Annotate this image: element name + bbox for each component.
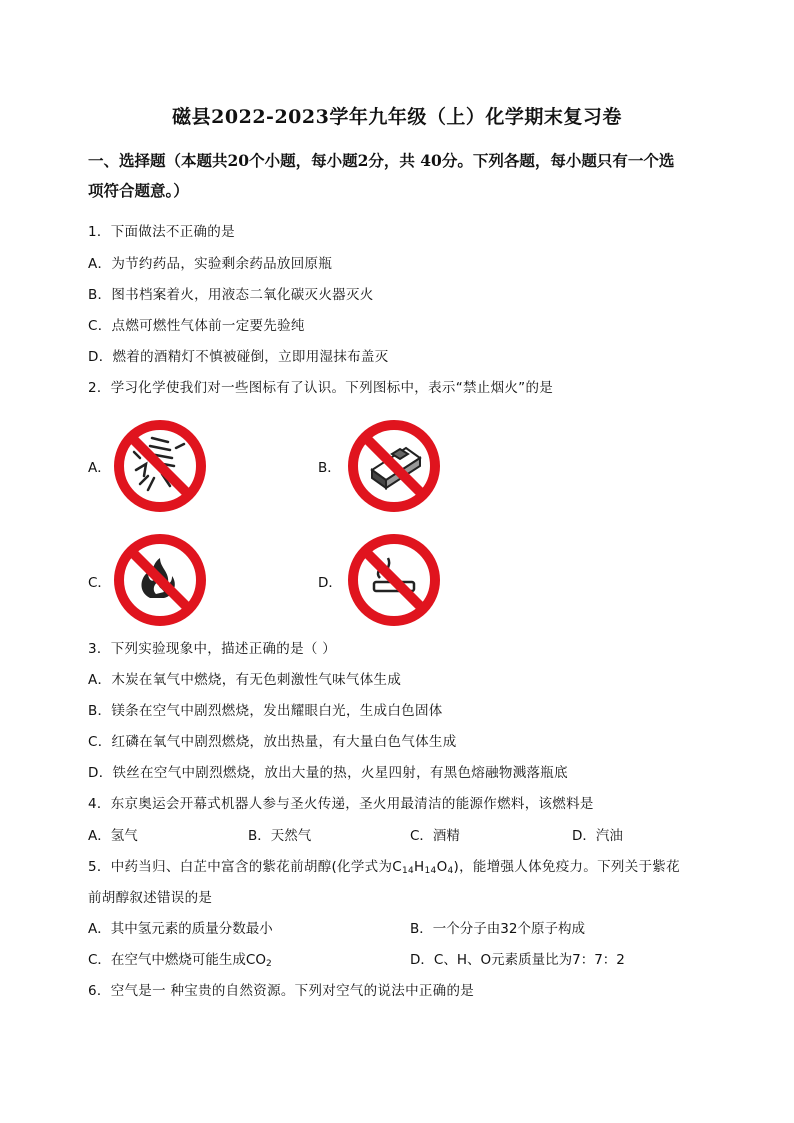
q2-stem: 2．学习化学使我们对一些图标有了认识。下列图标中，表示“禁止烟火”的是 (88, 380, 554, 396)
q3-option-a: A．木炭在氧气中燃烧，有无色刺激性气味气体生成 (88, 672, 402, 688)
section-heading-line-2: 项符合题意。） (88, 181, 189, 200)
q4-option-d: D．汽油 (572, 828, 623, 844)
q4-option-c: C．酒精 (410, 828, 460, 844)
q2-option-a-label: A． (88, 460, 111, 476)
q4-stem: 4．东京奥运会开幕式机器人参与圣火传递，圣火用最清洁的能源作燃料，该燃料是 (88, 796, 594, 812)
q2-option-d-label: D． (318, 575, 342, 591)
no-smoking-sign-icon (344, 532, 444, 628)
q1-stem: 1．下面做法不正确的是 (88, 224, 235, 240)
no-matches-sign-icon (344, 418, 444, 514)
q6-stem: 6．空气是一 种宝贵的自然资源。下列对空气的说法中正确的是 (88, 983, 475, 999)
q3-option-c: C．红磷在氧气中剧烈燃烧，放出热量，有大量白色气体生成 (88, 734, 457, 750)
q3-option-b: B．镁条在空气中剧烈燃烧，发出耀眼白光，生成白色固体 (88, 703, 443, 719)
q2-option-c-label: C． (88, 575, 111, 591)
section-heading-line-1: 一、选择题（本题共20个小题，每小题2分，共 40分。下列各题，每小题只有一个选 (88, 151, 675, 170)
q2-option-b-label: B． (318, 460, 341, 476)
q5-stem-line-2: 前胡醇叙述错误的是 (88, 890, 213, 906)
q4-option-b: B．天然气 (248, 828, 312, 844)
q3-stem: 3．下列实验现象中，描述正确的是（ ） (88, 641, 337, 657)
q5-option-c: C．在空气中燃烧可能生成$CO_2$ (88, 952, 272, 969)
no-open-flame-sign-icon (110, 532, 210, 628)
q1-option-b: B．图书档案着火，用液态二氧化碳灭火器灭火 (88, 287, 374, 303)
q1-option-d: D．燃着的酒精灯不慎被碰倒，立即用湿抹布盖灭 (88, 349, 389, 365)
q5-option-b: B．一个分子由32个原子构成 (410, 921, 585, 937)
q1-option-a: A．为节约药品，实验剩余药品放回原瓶 (88, 256, 333, 272)
q5-stem-line-1: 5．中药当归、白芷中富含的紫花前胡醇(化学式为$C_{14}H_{14}O_4$)，能增强人体免疫力。下列关于紫花 (88, 859, 680, 876)
q4-option-a: A．氢气 (88, 828, 138, 844)
page-title: 磁县2022-2023学年九年级（上）化学期末复习卷 (172, 106, 622, 128)
q1-option-c: C．点燃可燃性气体前一定要先验纯 (88, 318, 305, 334)
q3-option-d: D．铁丝在空气中剧烈燃烧，放出大量的热，火星四射，有黑色熔融物溅落瓶底 (88, 765, 568, 781)
q5-option-d: D．C、H、O元素质量比为7：7：2 (410, 952, 625, 968)
q5-option-a: A．其中氢元素的质量分数最小 (88, 921, 273, 937)
no-fireworks-sign-icon (110, 418, 210, 514)
